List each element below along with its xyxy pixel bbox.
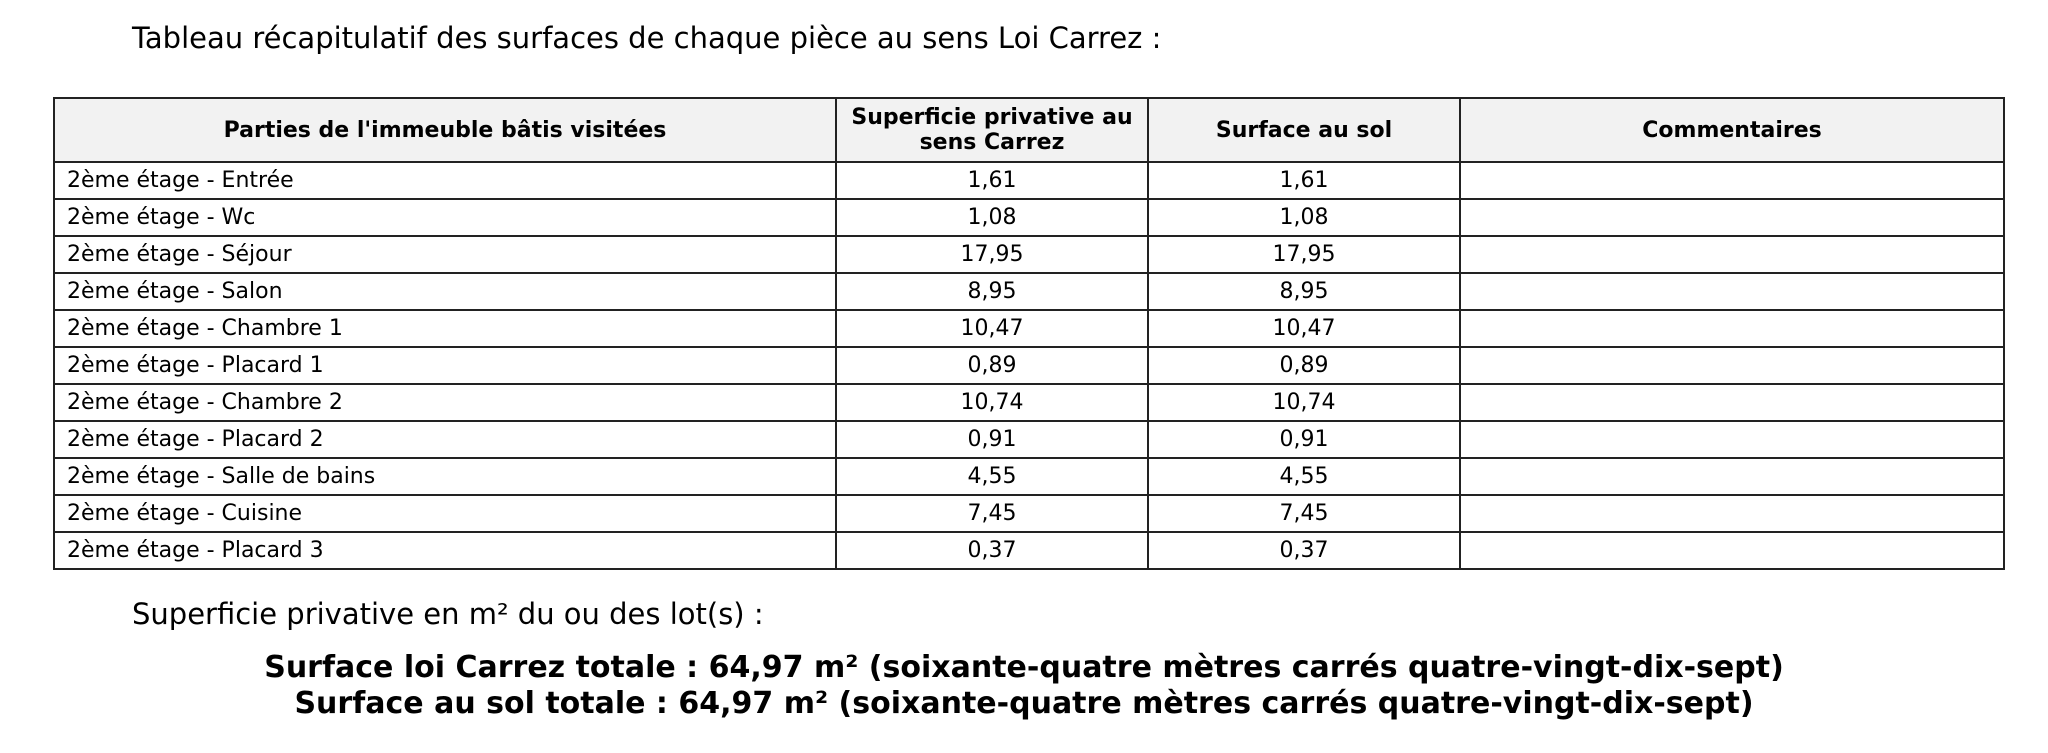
row-carrez-area: 0,89 xyxy=(836,347,1148,384)
total-carrez-area: Surface loi Carrez totale : 64,97 m² (soixante-quatre mètres carrés quatre-vingt-dix-sept) xyxy=(264,650,1784,685)
row-floor-area: 17,95 xyxy=(1148,236,1460,273)
table-row xyxy=(54,532,2004,569)
row-part: 2ème étage - Placard 2 xyxy=(54,421,836,458)
surfaces-table xyxy=(53,97,2005,570)
table-header-row xyxy=(54,98,2004,162)
row-comment xyxy=(1460,273,2004,310)
row-part: 2ème étage - Entrée xyxy=(54,162,836,199)
row-carrez-area: 10,74 xyxy=(836,384,1148,421)
lot-area-label: Superficie privative en m² du ou des lot(s) : xyxy=(132,597,764,631)
row-comment xyxy=(1460,532,2004,569)
row-comment xyxy=(1460,310,2004,347)
header-comments: Commentaires xyxy=(1460,98,2004,162)
table-row xyxy=(54,273,2004,310)
row-floor-area: 0,91 xyxy=(1148,421,1460,458)
table-row xyxy=(54,347,2004,384)
row-part: 2ème étage - Cuisine xyxy=(54,495,836,532)
row-floor-area: 1,61 xyxy=(1148,162,1460,199)
row-part: 2ème étage - Chambre 1 xyxy=(54,310,836,347)
row-part: 2ème étage - Chambre 2 xyxy=(54,384,836,421)
row-part: 2ème étage - Wc xyxy=(54,199,836,236)
header-parts: Parties de l'immeuble bâtis visitées xyxy=(54,98,836,162)
row-carrez-area: 17,95 xyxy=(836,236,1148,273)
row-carrez-area: 1,61 xyxy=(836,162,1148,199)
row-floor-area: 10,74 xyxy=(1148,384,1460,421)
row-part: 2ème étage - Salon xyxy=(54,273,836,310)
row-comment xyxy=(1460,347,2004,384)
row-part: 2ème étage - Placard 1 xyxy=(54,347,836,384)
row-floor-area: 1,08 xyxy=(1148,199,1460,236)
row-floor-area: 7,45 xyxy=(1148,495,1460,532)
row-carrez-area: 4,55 xyxy=(836,458,1148,495)
row-comment xyxy=(1460,495,2004,532)
header-carrez-area: Superficie privative au sens Carrez xyxy=(836,98,1148,162)
header-floor-area: Surface au sol xyxy=(1148,98,1460,162)
row-comment xyxy=(1460,236,2004,273)
row-carrez-area: 1,08 xyxy=(836,199,1148,236)
row-part: 2ème étage - Séjour xyxy=(54,236,836,273)
row-comment xyxy=(1460,199,2004,236)
row-carrez-area: 0,91 xyxy=(836,421,1148,458)
table-heading: Tableau récapitulatif des surfaces de chaque pièce au sens Loi Carrez : xyxy=(132,21,1162,55)
totals-block xyxy=(0,650,2048,722)
table-row xyxy=(54,495,2004,532)
row-carrez-area: 0,37 xyxy=(836,532,1148,569)
table-row xyxy=(54,421,2004,458)
table-row xyxy=(54,310,2004,347)
table-row xyxy=(54,199,2004,236)
total-floor-area: Surface au sol totale : 64,97 m² (soixante-quatre mètres carrés quatre-vingt-dix-sept) xyxy=(294,686,1754,721)
row-comment xyxy=(1460,421,2004,458)
row-floor-area: 0,89 xyxy=(1148,347,1460,384)
row-part: 2ème étage - Placard 3 xyxy=(54,532,836,569)
table-row xyxy=(54,236,2004,273)
row-comment xyxy=(1460,384,2004,421)
row-carrez-area: 7,45 xyxy=(836,495,1148,532)
row-carrez-area: 8,95 xyxy=(836,273,1148,310)
table-row xyxy=(54,384,2004,421)
table-row xyxy=(54,162,2004,199)
row-floor-area: 4,55 xyxy=(1148,458,1460,495)
row-comment xyxy=(1460,458,2004,495)
row-floor-area: 8,95 xyxy=(1148,273,1460,310)
row-part: 2ème étage - Salle de bains xyxy=(54,458,836,495)
row-carrez-area: 10,47 xyxy=(836,310,1148,347)
row-comment xyxy=(1460,162,2004,199)
table-row xyxy=(54,458,2004,495)
row-floor-area: 0,37 xyxy=(1148,532,1460,569)
row-floor-area: 10,47 xyxy=(1148,310,1460,347)
